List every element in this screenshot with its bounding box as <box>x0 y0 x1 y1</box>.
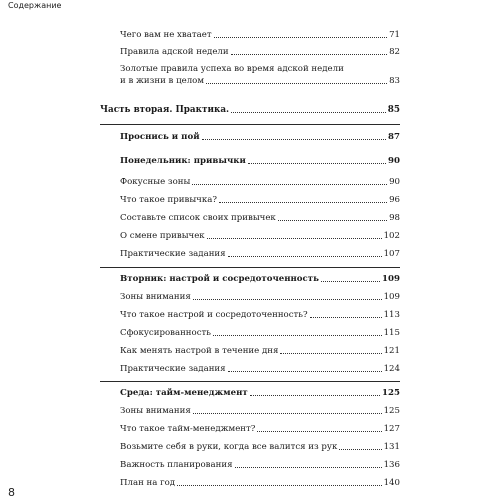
toc-entry-page: 71 <box>389 30 400 40</box>
toc-entry-page: 124 <box>383 364 400 374</box>
running-head: Содержание <box>8 1 62 10</box>
dot-leader <box>219 202 387 203</box>
dot-leader <box>231 54 387 55</box>
toc-chapter[interactable] <box>120 131 400 143</box>
toc-entry-page: 140 <box>383 478 400 488</box>
dot-leader <box>206 83 387 84</box>
toc-entry-title: Практические задания <box>120 249 226 259</box>
dot-leader <box>231 112 386 113</box>
toc-entry[interactable] <box>120 309 400 321</box>
dot-leader <box>228 371 382 372</box>
toc-entry[interactable] <box>120 423 400 435</box>
dot-leader <box>202 139 386 140</box>
dot-leader <box>207 238 382 239</box>
page-number: 8 <box>8 486 15 499</box>
toc-entry[interactable] <box>120 459 400 471</box>
toc-entry[interactable] <box>120 291 400 303</box>
toc-entry-title: Чего вам не хватает <box>120 30 212 40</box>
dot-leader <box>310 317 382 318</box>
toc-entry[interactable] <box>120 212 400 224</box>
toc-chapter-title: Вторник: настрой и сосредоточенность <box>120 274 319 284</box>
toc-entry-title: Практические задания <box>120 364 226 374</box>
toc-part[interactable] <box>100 104 400 116</box>
toc-entry-page: 83 <box>389 76 400 86</box>
dot-leader <box>321 281 380 282</box>
toc-entry[interactable] <box>120 176 400 188</box>
toc-entry-title: Что такое настрой и сосредоточенность? <box>120 310 308 320</box>
toc-chapter[interactable] <box>120 155 400 167</box>
toc-entry-title: Что такое тайм-менеджмент? <box>120 424 256 434</box>
toc-entry-title: Важность планирования <box>120 460 233 470</box>
toc-entry-title: Зоны внимания <box>120 292 191 302</box>
toc-entry-title: Фокусные зоны <box>120 177 191 187</box>
toc-entry-page: 125 <box>383 406 400 416</box>
toc-entry-title: Зоны внимания <box>120 406 191 416</box>
toc-chapter[interactable] <box>120 273 400 285</box>
toc-entry-page: 115 <box>383 328 400 338</box>
toc-chapter-page: 87 <box>388 132 400 142</box>
toc-entry-page: 121 <box>383 346 400 356</box>
dot-leader <box>177 485 382 486</box>
toc-entry[interactable] <box>120 345 400 357</box>
toc-entry-title: Правила адской недели <box>120 47 229 57</box>
toc-entry-title: Возьмите себя в руки, когда все валится из рук <box>120 442 338 452</box>
toc-entry[interactable] <box>120 477 400 489</box>
toc-entry-page: 131 <box>383 442 400 452</box>
toc-chapter-page: 125 <box>382 388 400 398</box>
toc-part-page: 85 <box>387 105 400 115</box>
toc-entry[interactable] <box>120 441 400 453</box>
toc-entry-title-block <box>120 63 389 87</box>
toc-entry-page: 107 <box>383 249 400 259</box>
toc-entry[interactable] <box>120 29 400 41</box>
dot-leader <box>228 256 382 257</box>
toc-entry-page: 102 <box>383 231 400 241</box>
toc-entry-title: О смене привычек <box>120 231 205 241</box>
toc-entry[interactable] <box>120 405 400 417</box>
dot-leader <box>339 449 381 450</box>
toc-chapter-title: Понедельник: привычки <box>120 156 246 166</box>
divider-rule <box>100 381 400 382</box>
toc-entry-page: 98 <box>389 213 400 223</box>
toc-entry-page: 136 <box>383 460 400 470</box>
dot-leader <box>235 467 382 468</box>
toc-entry[interactable] <box>120 46 400 58</box>
toc-entry-title: Что такое привычка? <box>120 195 217 205</box>
toc-entry[interactable] <box>120 194 400 206</box>
toc-entry-page: 109 <box>383 292 400 302</box>
toc-chapter-title: Проснись и пой <box>120 132 200 142</box>
toc-entry-title: Сфокусированность <box>120 328 211 338</box>
toc-part-title: Часть вторая. Практика. <box>100 105 230 115</box>
dot-leader <box>193 299 382 300</box>
toc-chapter[interactable] <box>120 387 400 399</box>
toc-chapter-title: Среда: тайм-менеджмент <box>120 388 248 398</box>
toc-entry-title: Составьте список своих привычек <box>120 213 276 223</box>
toc-entry-page: 90 <box>389 177 400 187</box>
dot-leader <box>192 184 387 185</box>
toc-entry-page: 113 <box>383 310 400 320</box>
toc-entry[interactable] <box>120 363 400 375</box>
toc-entry[interactable] <box>120 63 400 87</box>
dot-leader <box>278 220 387 221</box>
dot-leader <box>248 163 386 164</box>
dot-leader <box>250 395 380 396</box>
dot-leader <box>257 431 381 432</box>
dot-leader <box>214 37 387 38</box>
divider-rule <box>100 267 400 268</box>
dot-leader <box>213 335 382 336</box>
dot-leader <box>280 353 381 354</box>
toc-entry-title: План на год <box>120 478 176 488</box>
toc-chapter-page: 90 <box>388 156 400 166</box>
toc-entry-page: 127 <box>383 424 400 434</box>
divider-rule <box>100 124 400 125</box>
toc-entry[interactable] <box>120 230 400 242</box>
toc-entry-page: 96 <box>389 195 400 205</box>
toc-entry-page: 82 <box>389 47 400 57</box>
toc-entry[interactable] <box>120 248 400 260</box>
toc-entry[interactable] <box>120 327 400 339</box>
toc-entry-title: Как менять настрой в течение дня <box>120 346 279 356</box>
dot-leader <box>193 413 382 414</box>
toc-entry-title: Золотые правила успеха во время адской недели <box>120 64 344 74</box>
toc-entry-title-line2: и в жизни в целом <box>120 76 205 86</box>
toc-chapter-page: 109 <box>382 274 400 284</box>
